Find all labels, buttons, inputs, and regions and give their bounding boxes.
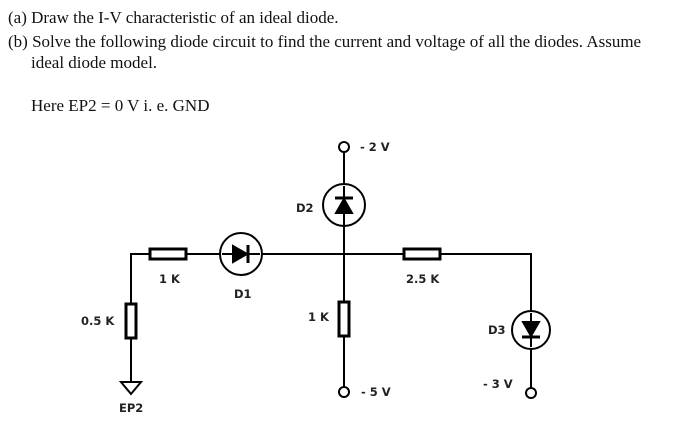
- resistor-1k-mid: [339, 302, 349, 336]
- resistor-2-5k: [404, 249, 440, 259]
- label-d1: D1: [234, 287, 252, 301]
- label-minus-5v: - 5 V: [361, 385, 391, 399]
- resistor-0-5k: [126, 304, 136, 338]
- terminal-minus-5v: [339, 387, 349, 397]
- label-r2-0-5k: 0.5 K: [81, 314, 115, 328]
- label-minus-3v: - 3 V: [483, 377, 513, 391]
- question-part-a: (a) Draw the I-V characteristic of an ideal diode.: [8, 8, 339, 27]
- ground-icon: [121, 382, 141, 394]
- label-minus-2v: - 2 V: [360, 140, 390, 154]
- diode-d1-symbol: [222, 245, 260, 263]
- wire-left-top: [131, 254, 150, 304]
- ground-note: Here EP2 = 0 V i. e. GND: [31, 96, 210, 115]
- wire-r4-right: [440, 254, 531, 311]
- terminal-minus-3v: [526, 388, 536, 398]
- label-r4-2-5k: 2.5 K: [406, 272, 440, 286]
- label-ep2: EP2: [119, 401, 144, 415]
- resistor-1k-top-left: [150, 249, 186, 259]
- label-r3-1k: 1 K: [308, 310, 329, 324]
- label-d2: D2: [296, 201, 314, 215]
- question-part-b-line2: ideal diode model.: [31, 53, 158, 72]
- label-r1-1k: 1 K: [159, 272, 180, 286]
- diode-d3-symbol: [522, 313, 540, 347]
- terminal-minus-2v: [339, 142, 349, 152]
- diode-d2-symbol: [335, 186, 353, 225]
- label-d3: D3: [488, 323, 506, 337]
- question-part-b-line1: (b) Solve the following diode circuit to find the current and voltage of all the diodes. Assume: [8, 32, 642, 51]
